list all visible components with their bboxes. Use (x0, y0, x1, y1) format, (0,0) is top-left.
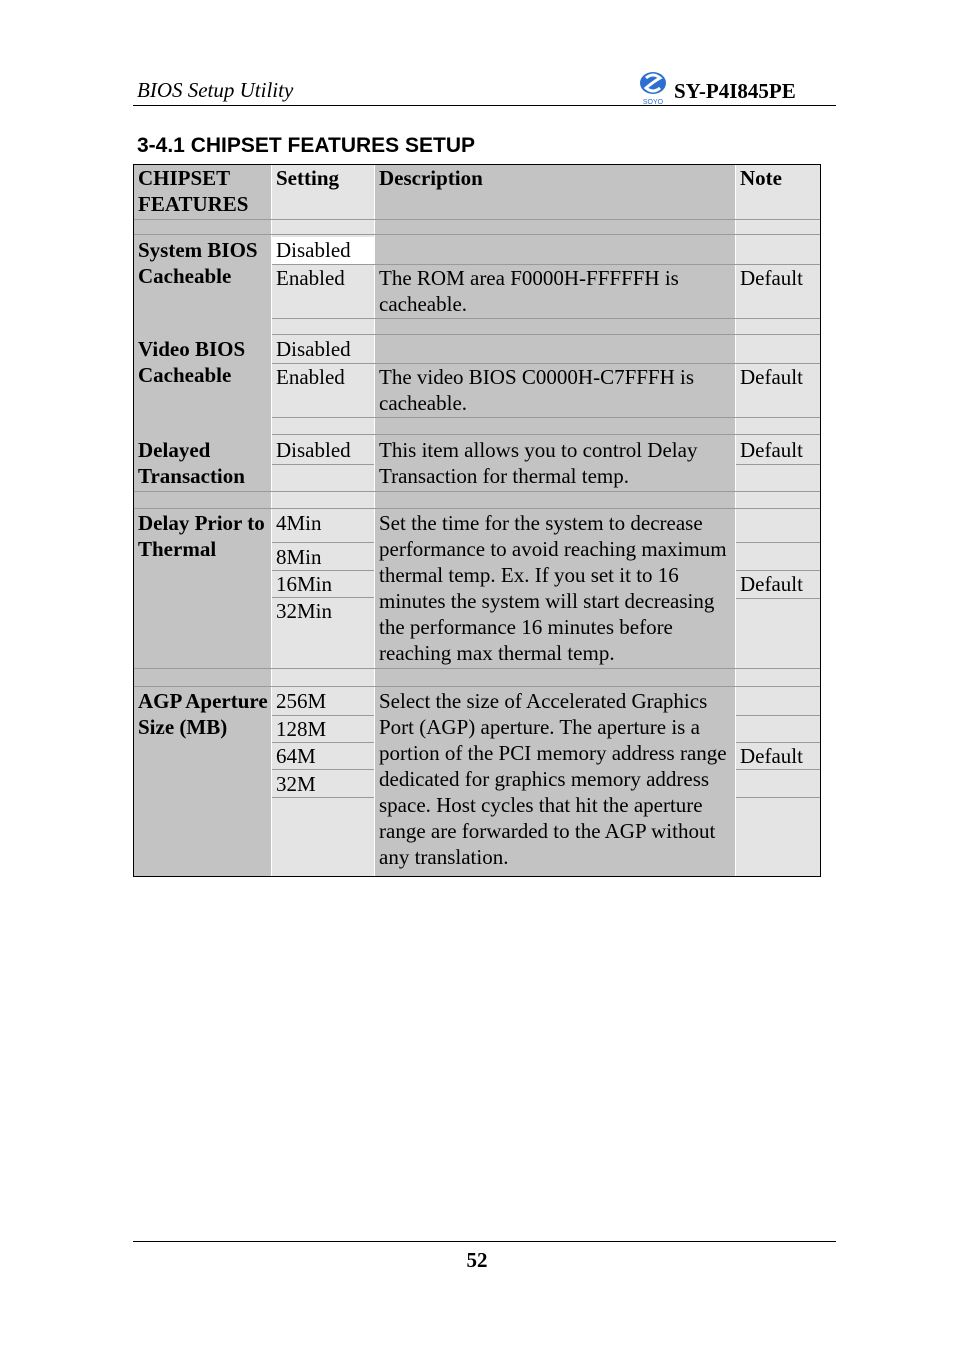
feature-video-bios-cacheable: Video BIOS Cacheable (134, 336, 271, 417)
chipset-features-table (133, 164, 821, 877)
setting-option: Disabled (272, 336, 374, 363)
header-chipset-features: CHIPSET FEATURES (134, 165, 271, 217)
description-text: The ROM area F0000H-FFFFFH is cacheable. (375, 265, 735, 317)
setting-option: 4Min (272, 510, 374, 537)
header-setting: Setting (272, 165, 374, 217)
description-text: Select the size of Accelerated Graphics Port (AGP) aperture. The aperture is a portion of the PCI memory address range dedicated for graphics memory address space. Host cycles that hit the aperture range are forwarded to the AGP without any translation. (375, 688, 735, 874)
note-default: Default (736, 265, 820, 292)
feature-delayed-transaction: Delayed Transaction (134, 437, 271, 491)
setting-option: Enabled (272, 265, 374, 317)
running-header-title: BIOS Setup Utility (137, 78, 294, 102)
feature-delay-prior-to-thermal: Delay Prior to Thermal (134, 510, 271, 668)
header-description: Description (375, 165, 735, 217)
section-title: 3-4.1 CHIPSET FEATURES SETUP (137, 134, 476, 157)
page-number: 52 (466, 1248, 488, 1272)
description-text: This item allows you to control Delay Transaction for thermal temp. (375, 437, 735, 491)
header-note: Note (736, 165, 820, 217)
description-text: The video BIOS C0000H-C7FFFH is cacheable. (375, 364, 735, 416)
feature-system-bios-cacheable: System BIOS Cacheable (134, 237, 271, 331)
note-default: Default (736, 364, 820, 391)
logo-text: SOYO (642, 99, 664, 106)
setting-option: Disabled (272, 437, 374, 464)
running-header-brand (638, 70, 796, 106)
setting-option: Enabled (272, 364, 374, 416)
soyo-logo-icon (638, 70, 668, 106)
note-default: Default (736, 437, 820, 464)
setting-option: Disabled (272, 237, 374, 264)
setting-option: 64M (272, 743, 374, 769)
footer-rule (133, 1241, 836, 1242)
setting-option: 8Min (272, 544, 374, 570)
header-rule (133, 105, 836, 106)
setting-option: 16Min (272, 571, 374, 597)
setting-option: 128M (272, 716, 374, 742)
note-default: Default (736, 571, 820, 598)
setting-option: 32Min (272, 598, 374, 624)
note-default: Default (736, 743, 820, 769)
description-text: Set the time for the system to decrease performance to avoid reaching maximum thermal temp. Ex. If you set it to 16 minutes the system will start decreasing the performance 16 minutes before reaching max thermal temp. (375, 510, 735, 668)
setting-option: 256M (272, 688, 374, 714)
feature-agp-aperture-size: AGP Aperture Size (MB) (134, 688, 271, 874)
setting-option: 32M (272, 771, 374, 797)
model-name: SY-P4I845PE (674, 78, 796, 103)
